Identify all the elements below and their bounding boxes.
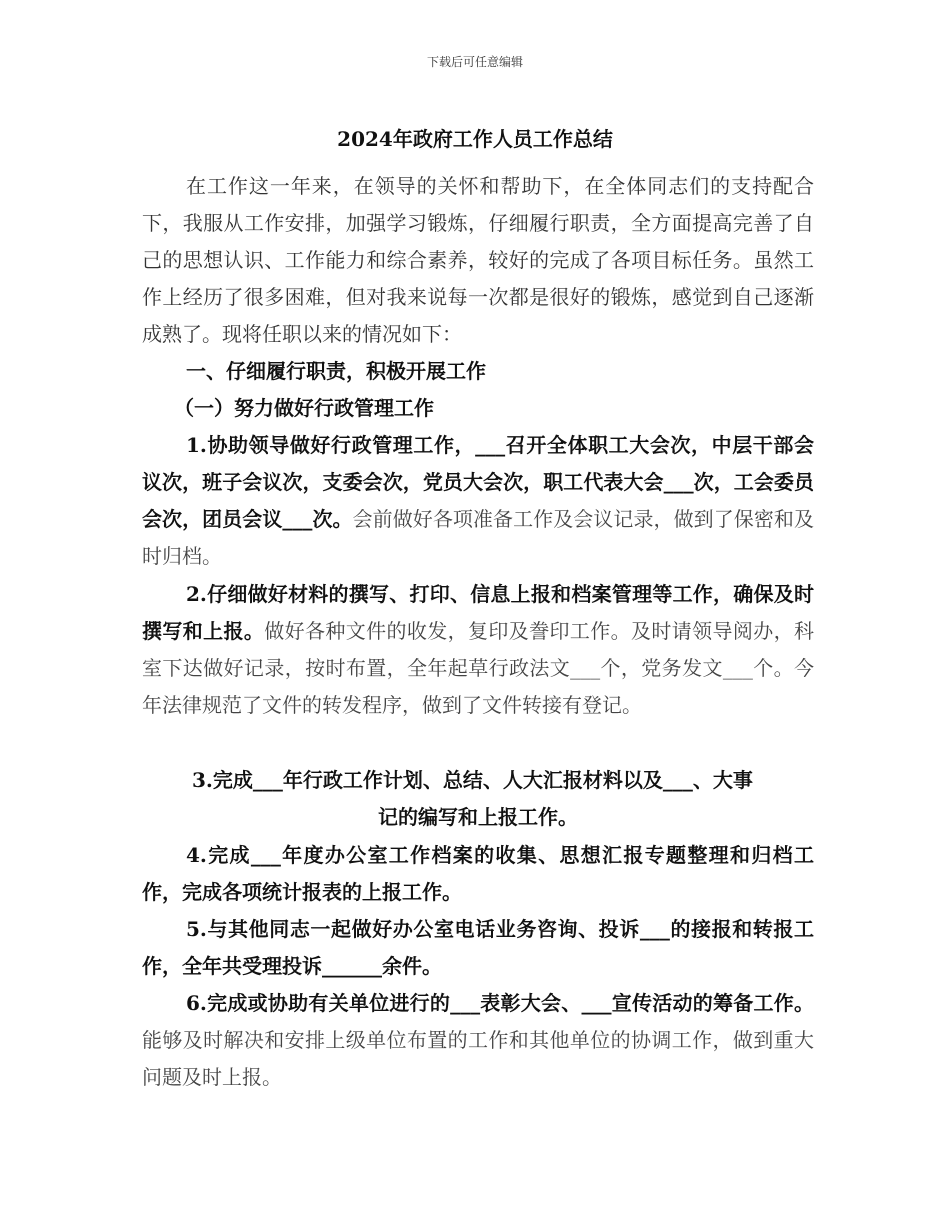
item-1-bold-text: 1.协助领导做好行政管理工作，___召开全体职工大会次，中层干部会议次，班子会议次，支委会次，党员大会次，职工代表大会___次，工会委员会次，团员会议___次。 — [142, 433, 814, 531]
section1-heading: 一、仔细履行职责，积极开展工作 — [186, 359, 486, 383]
item-3-line-1: 3.完成___年行政工作计划、总结、人大汇报材料以及___、大事 — [192, 768, 753, 792]
item-2-paragraph — [142, 576, 814, 724]
item-1-normal-text: 会前做好各项准备工作及会议记录，做到了保密和及时归档。 — [142, 507, 814, 568]
item-6-paragraph — [142, 985, 814, 1096]
item-2-bold-text: 2.仔细做好材料的撰写、打印、信息上报和档案管理等工作，确保及时撰写和上报。 — [142, 582, 814, 643]
item-5-paragraph: 5.与其他同志一起做好办公室电话业务咨询、投诉___的接报和转报工作，全年共受理投诉______余件。 — [142, 917, 814, 978]
item-3-line-2: 记的编写和上报工作。 — [378, 805, 578, 829]
header-note: 下载后可任意编辑 — [426, 55, 523, 69]
item-4-paragraph: 4.完成___年度办公室工作档案的收集、思想汇报专题整理和归档工作，完成各项统计报表的上报工作。 — [142, 843, 814, 904]
item-3-paragraph — [142, 762, 814, 836]
item-1-paragraph — [142, 427, 814, 575]
document-title: 2024年政府工作人员工作总结 — [337, 127, 613, 151]
item-6-bold-text: 6.完成或协助有关单位进行的___表彰大会、___宣传活动的筹备工作。 — [186, 991, 814, 1015]
item-2-normal-text: 做好各种文件的收发，复印及誊印工作。及时请领导阅办，科室下达做好记录，按时布置，全年起草行政法文___个，党务发文___个。今年法律规范了文件的转发程序，做到了文件转接有登记。 — [142, 619, 814, 717]
item-6-normal-text: 能够及时解决和安排上级单位布置的工作和其他单位的协调工作，做到重大问题及时上报。 — [142, 1028, 814, 1089]
intro-paragraph: 在工作这一年来，在领导的关怀和帮助下，在全体同志们的支持配合下，我服从工作安排，加强学习锻炼，仔细履行职责，全方面提高完善了自己的思想认识、工作能力和综合素养，较好的完成了各项目标任务。虽然工作上经历了很多困难，但对我来说每一次都是很好的锻炼，感觉到自己逐渐成熟了。现将任职以来的情况如下： — [142, 174, 814, 346]
subsection1-heading: （一）努力做好行政管理工作 — [174, 396, 434, 420]
